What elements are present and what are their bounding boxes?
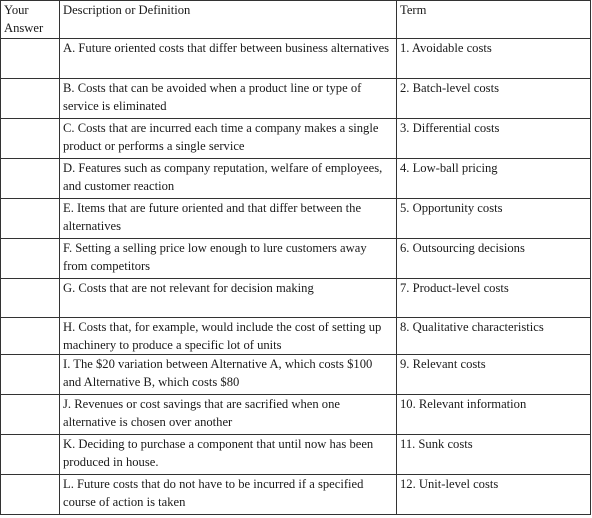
description-cell: E. Items that are future oriented and that differ between the alternatives (60, 199, 397, 239)
table-row (1, 355, 591, 395)
table-row (1, 79, 591, 119)
header-your-answer: Your Answer (1, 1, 60, 39)
table-row (1, 279, 591, 318)
description-cell: A. Future oriented costs that differ between business alternatives (60, 39, 397, 79)
term-cell: 8. Qualitative characteristics (397, 318, 591, 355)
answer-cell[interactable] (1, 119, 60, 159)
answer-cell[interactable] (1, 239, 60, 279)
description-cell: L. Future costs that do not have to be incurred if a specified course of action is taken (60, 475, 397, 515)
answer-cell[interactable] (1, 395, 60, 435)
answer-cell[interactable] (1, 159, 60, 199)
answer-cell[interactable] (1, 475, 60, 515)
term-cell: 7. Product-level costs (397, 279, 591, 318)
term-cell: 1. Avoidable costs (397, 39, 591, 79)
answer-cell[interactable] (1, 318, 60, 355)
answer-cell[interactable] (1, 355, 60, 395)
answer-cell[interactable] (1, 435, 60, 475)
term-cell: 3. Differential costs (397, 119, 591, 159)
description-cell: G. Costs that are not relevant for decision making (60, 279, 397, 318)
description-cell: I. The $20 variation between Alternative A, which costs $100 and Alternative B, which costs $80 (60, 355, 397, 395)
table-row (1, 39, 591, 79)
term-cell: 9. Relevant costs (397, 355, 591, 395)
table-row (1, 159, 591, 199)
answer-cell[interactable] (1, 39, 60, 79)
description-cell: C. Costs that are incurred each time a company makes a single product or performs a single service (60, 119, 397, 159)
answer-cell[interactable] (1, 79, 60, 119)
term-cell: 10. Relevant information (397, 395, 591, 435)
description-cell: B. Costs that can be avoided when a product line or type of service is eliminated (60, 79, 397, 119)
table-body (1, 39, 591, 515)
description-cell: J. Revenues or cost savings that are sacrified when one alternative is chosen over another (60, 395, 397, 435)
description-cell: K. Deciding to purchase a component that until now has been produced in house. (60, 435, 397, 475)
term-cell: 2. Batch-level costs (397, 79, 591, 119)
table-row (1, 395, 591, 435)
term-cell: 5. Opportunity costs (397, 199, 591, 239)
table-row (1, 199, 591, 239)
description-cell: F. Setting a selling price low enough to lure customers away from competitors (60, 239, 397, 279)
term-cell: 4. Low-ball pricing (397, 159, 591, 199)
table-row (1, 239, 591, 279)
header-description: Description or Definition (60, 1, 397, 39)
header-term: Term (397, 1, 591, 39)
description-cell: D. Features such as company reputation, welfare of employees, and customer reaction (60, 159, 397, 199)
answer-cell[interactable] (1, 279, 60, 318)
term-cell: 12. Unit-level costs (397, 475, 591, 515)
header-row (1, 1, 591, 39)
answer-cell[interactable] (1, 199, 60, 239)
description-cell: H. Costs that, for example, would include the cost of setting up machinery to produce a specific lot of units (60, 318, 397, 355)
table-row (1, 119, 591, 159)
table-row (1, 435, 591, 475)
term-cell: 6. Outsourcing decisions (397, 239, 591, 279)
table-row (1, 318, 591, 355)
table-row (1, 475, 591, 515)
term-cell: 11. Sunk costs (397, 435, 591, 475)
